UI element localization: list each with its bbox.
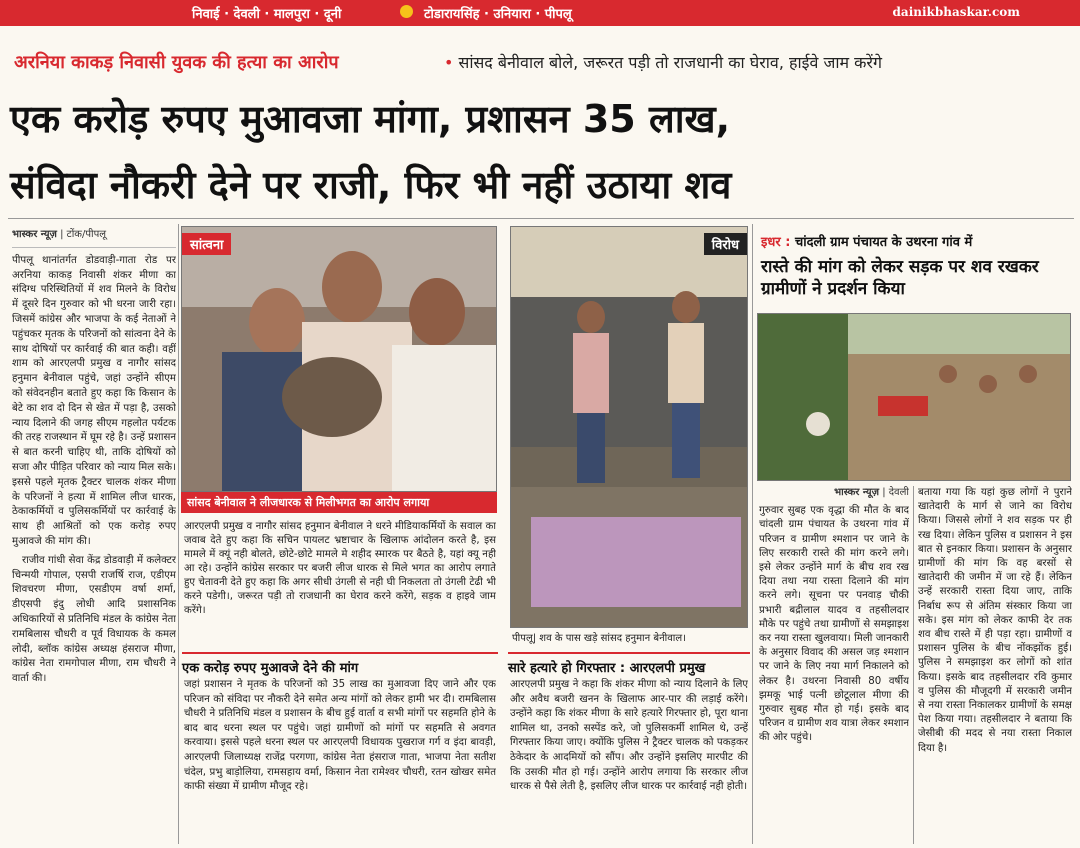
photo-consolation-image (182, 227, 497, 492)
site-url[interactable]: dainikbhaskar.com (892, 5, 1020, 19)
column-divider (752, 224, 753, 844)
left-para-1: पीपलू थानांतर्गत डोडवाड़ी-गाता रोड पर अरनिया काकड़ निवासी शंकर मीणा का संदिग्ध परिस्थितियों में शव मिलने के विरोध में दूसरे दिन गुरुवार को भी धरना जारी रहा। जिसमें कांग्रेस और भाजपा के कई नेताओं ने पहुंचकर मृतक के परिजनों को सांत्वना देने के साथ दोषियों पर कार्रवाई की बात कही। वहीं शाम को आरएलपी प्रमुख व नागौर सांसद हनुमान बेनीवाल पहुंचे, जहां उन्होंने सीएम को संवेदनहीन बताते हुए कहा कि किसान के बेटे का शव दो दिन से खेत में पड़ा है, उसको न्याय दिलाने की जगह सीएम गहलोत पर्यटक की तरह राजस्थान में घूम रहे है। उन्हें प्रशासन से बात करनी चाहिए थी, ताकि दोषियों को सजा और पीड़ित परिवार को न्याय मिल सके। इससे पहले मृतक ट्रैक्टर चालक शंकर मीणा के परिजनों ने हत्या में शामिल लीज धारक, ठेकाकर्मियों व पुलिसकर्मियों पर कार्रवाई के साथ ही आश्रितों को एक करोड़ रुपए मुआवजे की मांग की। (12, 254, 176, 547)
sun-logo-icon (400, 5, 413, 18)
left-column (12, 228, 176, 844)
photo-protest (510, 226, 748, 628)
tag-protest: विरोध (704, 233, 747, 255)
kicker-sub-text: सांसद बेनीवाल बोले, जरूरत पड़ी तो राजधानी का घेराव, हाईवे जाम करेंगे (458, 53, 882, 72)
tag-consolation: सांत्वना (182, 233, 231, 255)
section-b-body: आरएलपी प्रमुख ने कहा कि शंकर मीणा को न्याय दिलाने के लिए और अवैध बजरी खनन के खिलाफ आर-पार की लड़ाई करेंगे। उन्होंने कहा कि शंकर मीणा के सारे हत्यारे गिरफ्तार हो, पूरा थाना शामिल था, उनको सस्पेंड करे, जो पुलिसकर्मी शामिल थे, उन्हें गिरफ्तार किया जाए। क्योंकि पुलिस ने ट्रैक्टर चालक को पकड़कर ठेकेदार के आदमियों को सौंप। और उन्होंने इसलिए मारपीट की कि उसकी मौत हो गई। उन्होंने आरोप लगाया कि सरकार लीज धारक से पैसे लेती है, इसलिए लीज धारक पर कार्रवाई नही होती। (510, 679, 748, 793)
mid-text: आरएलपी प्रमुख व नागौर सांसद हनुमान बेनीवाल ने धरने मीडियाकर्मियों के सवाल का जवाब देते हुए कहा कि सचिन पायलट भ्रष्टाचार के खिलाफ आंदोलन करते है, इस मामले में क्यूं नही बोलते, छोटे-छोटे मामले मे शहीद स्मारक पर बैठते है, यहां क्यू नही आ रहे। उन्होंने कांग्रेस सरकार पर बजरी लीज धारक से मिले भगत का आरोप लगाते हुए चेतावनी देते हुए कहा कि अगर सीधी उंगली से नही घी निकलता तो उंगली टेढी भी करने पडेगी।, जरूरत पड़ी तो राजधानी का घेराव करने करेंगे, सड़क व हाइवे जाम करेंगे। (184, 521, 496, 616)
side-body-left (759, 486, 909, 844)
side-byline: भास्कर न्यूज़ | देवली (834, 487, 909, 498)
locations-left: निवाई · देवली · मालपुरा · दूनी (192, 7, 342, 22)
side-headline: रास्ते की मांग को लेकर सड़क पर शव रखकर ग्रामीणों ने प्रदर्शन किया (761, 257, 1039, 299)
photo-protest-image (511, 227, 748, 628)
side-kicker: इधर : चांदली ग्राम पंचायत के उथरना गांव में (761, 235, 973, 250)
photo-road-protest-image (758, 314, 1071, 481)
photo-consolation (181, 226, 497, 492)
column-divider (913, 486, 914, 844)
section-a-body: जहां प्रशासन ने मृतक के परिजनों को 35 लाख का मुआवजा दिए जाने और एक परिजन को संविदा पर नौकरी देने समेत अन्य मांगों को लेकर हामी भर दी। रामबिलास चौधरी ने प्रतिनिधि मंडल व प्रशासन के बीच हुई वार्ता व सभी मांगों पर सहमति होने के बाद बाद धरना स्थल पर पहुंचे। जहां ग्रामीणों को मांगों पर सहमति से अवगत करवाया। इससे पहले धरना स्थल पर आरएलपी विधायक पुखराज गर्ग व इंदा बावड़ी, आरएलपी जिलाध्यक्ष राजेंद्र परगणा, कांग्रेस नेता हंसराज गाता, भाजपा नेता सतीश चंदेल, प्रभु बाड़ोलिया, रामसहाय वर्मा, किसान नेता रामेश्वर चौधरी, रतन खोखर समेत काफी संख्या में ग्रामीण मौजूद रहे। (184, 679, 496, 793)
left-para-2: राजीव गांधी सेवा केंद्र डोडवाड़ी में कलेक्टर चिन्मयी गोपाल, एसपी राजर्षि राज, एडीएम शिवचरण मीणा, एसडीएम वर्षा शर्मा, डीएसपी इंदु लोधी आदि प्रशासनिक अधिकारियों से प्रतिनिधि मंडल के कांग्रेस नेता रामबिलास चौधरी व पूर्व विधायक के कमल लोदी, ब्लॉक कांग्रेस अध्यक्ष हंसराज मीणा, कांग्रेस नेता रामगोपाल मीणा, राम चौधरी ने वार्ता की। (12, 554, 176, 685)
side-body-right: बताया गया कि यहां कुछ लोगों ने पुराने खातेदारी के मार्ग से जाने का विरोध किया। जिससे लोगों ने शव सड़क पर ही रख दिया। लेकिन पुलिस व प्रशासन ने इस बात से इनकार किया। प्रशासन के अनुसार ग्रामीणों की मांग कि वह बरसों से खातेदारी की जमीन में जा रहे हैं। लेकिन उन्हें सरकारी रास्ता दिया जाए, ताकि निर्बाध रूप से अंतिम संस्कार किया जा सके। इस मांग को लेकर काफी देर तक शव बीच रास्ते में ही पड़ा रहा। ग्रामीणों व प्रशासन पुलिस के बीच नोंकझोंक हुई। पुलिस ने समझाइश कर लोगों को शांत किया। इसके बाद तहसीलदार रवि कुमार व पुलिस की मौजूदगी में सरकारी जमीन से नया रास्ता निकालकर ग्रामीणों के समक्ष पेश किया गया। तहसीलदार ने बताया कि जेसीबी की मदद से नया रास्ता निकाल दिया है। (918, 487, 1072, 754)
photo2-caption: पीपलू| शव के पास खड़े सांसद हनुमान बेनीवाल। (512, 633, 686, 644)
side-body-left-text: गुरुवार सुबह एक वृद्धा की मौत के बाद चांदली ग्राम पंचायत के उथरना गांव में परिजन व ग्रामीण श्मशान पर जाने के लिए सरकारी रास्ते की मांग करने लगे। इसे लेकर उन्होंने मार्ग के बीच शव रख दिया तथा नया रास्ता दिलाने की मांग करने लगे। सूचना पर पनवाड़ चौकी प्रभारी बद्रीलाल यादव व तहसीलदार मौके पर पहुंचे तथा ग्रामीणों से समझाइश कर नया रास्ता खुलवाया। मिली जानकारी के अनुसार विवाद की असल जड़ श्मशान पर जाने के लिए नया मार्ग निकालने को लेकर है। उथरना निवासी 80 वर्षीय झमकू भाई पत्नी छोटूलाल मीणा की गुरुवार सुबह मौत हो गई। इसके बाद परिजन व ग्रामीण शव यात्रा लेकर श्मशान की ओर पहुंचे। (759, 505, 909, 744)
divider (8, 218, 1074, 219)
kicker-sub: • सांसद बेनीवाल बोले, जरूरत पड़ी तो राजधानी का घेराव, हाईवे जाम करेंगे (444, 53, 882, 72)
top-banner (0, 0, 1080, 26)
section-a-title: एक करोड़ रुपए मुआवजे देने की मांग (182, 652, 498, 676)
photo1-caption: सांसद बेनीवाल ने लीजधारक से मिलीभगत का आरोप लगाया (181, 492, 497, 513)
byline: भास्कर न्यूज़ | टोंक/पीपलू (12, 228, 176, 248)
headline-line-1: एक करोड़ रुपए मुआवजा मांगा, प्रशासन 35 लाख, (10, 97, 731, 141)
column-divider (178, 224, 179, 844)
locations-right: टोडारायसिंह · उनियारा · पीपलू (424, 7, 572, 22)
section-b-title: सारे हत्यारे हो गिरफ्तार : आरएलपी प्रमुख (508, 652, 750, 676)
headline-line-2: संविदा नौकरी देने पर राजी, फिर भी नहीं उठाया शव (10, 163, 732, 207)
kicker: अरनिया काकड़ निवासी युवक की हत्या का आरोप (14, 52, 339, 73)
photo-road-protest (757, 313, 1071, 481)
